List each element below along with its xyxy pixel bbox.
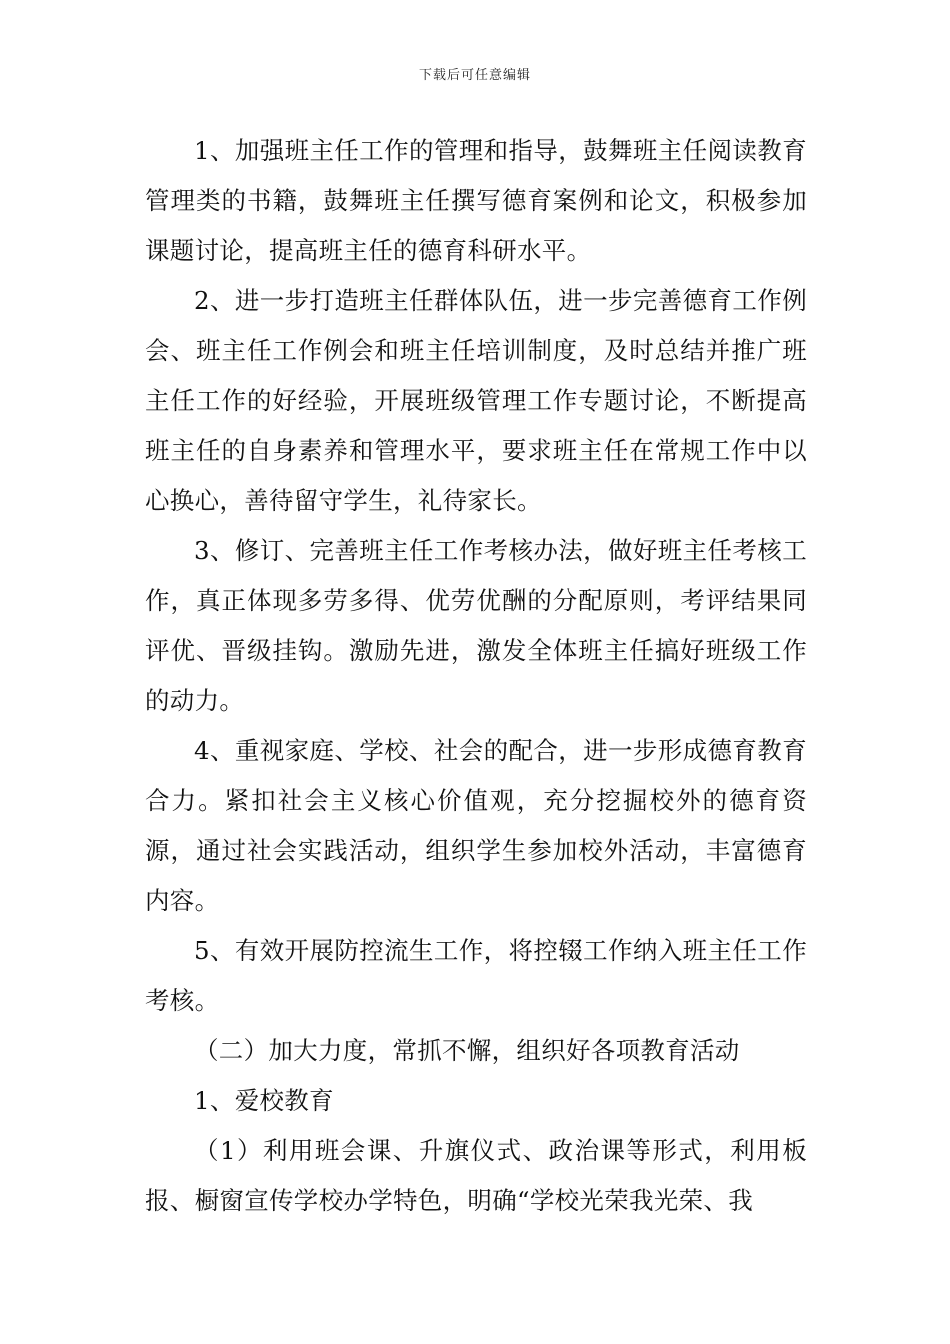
subsection-heading: 1、爱校教育 (194, 1086, 334, 1115)
paragraph-3: 3、修订、完善班主任工作考核办法，做好班主任考核工作，真正体现多劳多得、优劳优酬的分配原则，考评结果同评优、晋级挂钩。激励先进，激发全体班主任搞好班级工作的动力。 (145, 536, 807, 715)
page-header-note: 下载后可任意编辑 (418, 68, 531, 83)
document-body (145, 126, 807, 1226)
paragraph-1: 1、加强班主任工作的管理和指导，鼓舞班主任阅读教育管理类的书籍，鼓舞班主任撰写德育案例和论文，积极参加课题讨论，提高班主任的德育科研水平。 (145, 136, 807, 265)
paragraph-6: （1）利用班会课、升旗仪式、政治课等形式，利用板报、橱窗宣传学校办学特色，明确“学校光荣我光荣、我 (145, 1136, 807, 1215)
paragraph-5: 5、有效开展防控流生工作，将控辍工作纳入班主任工作考核。 (145, 936, 807, 1015)
section-heading: （二）加大力度，常抓不懈，组织好各项教育活动 (194, 1036, 740, 1065)
paragraph-4: 4、重视家庭、学校、社会的配合，进一步形成德育教育合力。紧扣社会主义核心价值观，充分挖掘校外的德育资源，通过社会实践活动，组织学生参加校外活动，丰富德育内容。 (145, 736, 807, 915)
paragraph-2: 2、进一步打造班主任群体队伍，进一步完善德育工作例会、班主任工作例会和班主任培训制度，及时总结并推广班主任工作的好经验，开展班级管理工作专题讨论，不断提高班主任的自身素养和管理水平，要求班主任在常规工作中以心换心，善待留守学生，礼待家长。 (145, 286, 807, 515)
